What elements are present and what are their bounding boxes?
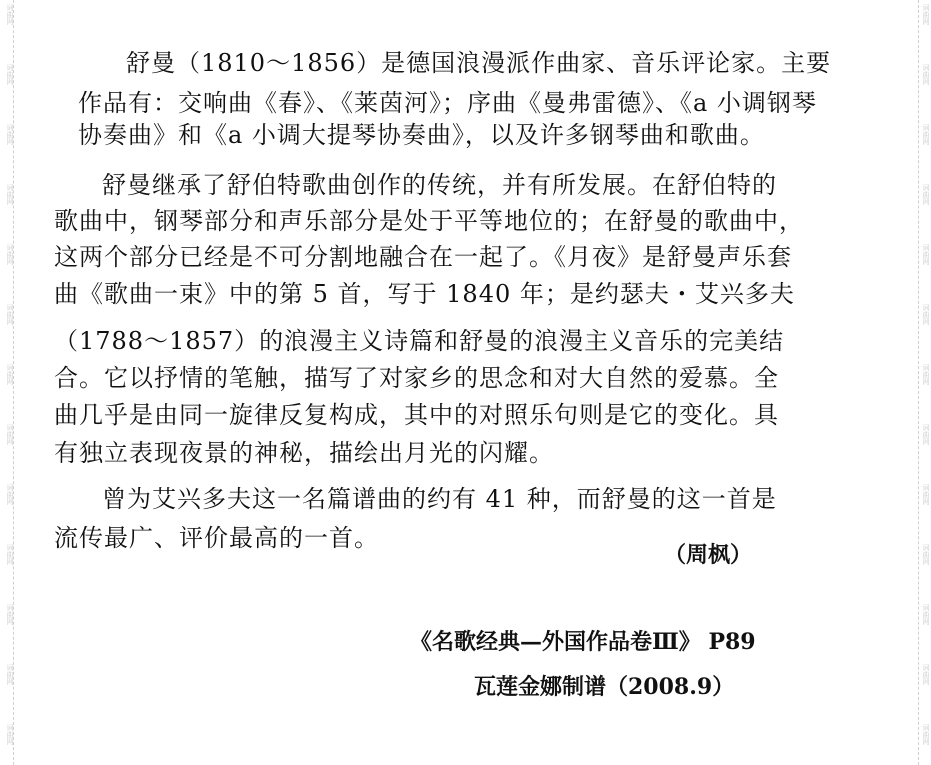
paragraph-line: 有独立表现夜景的神秘，描绘出月光的闪耀。 [54, 439, 554, 467]
watermark-text: 词曲网 [922, 64, 930, 85]
watermark-text: 词曲网 [6, 364, 14, 385]
watermark-text: 词曲网 [6, 64, 14, 85]
watermark-text: 词曲网 [922, 364, 930, 385]
watermark-text: 词曲网 [922, 544, 930, 565]
paragraph-line: 舒曼（1810～1856）是德国浪漫派作曲家、音乐评论家。主要 [126, 49, 832, 77]
paragraph-line: 流传最广、评价最高的一首。 [54, 524, 379, 552]
paragraph-line: 这两个部分已经是不可分割地融合在一起了。《月夜》是舒曼声乐套 [54, 243, 792, 271]
transcriber-credit: 瓦莲金娜制谱（2008.9） [474, 674, 735, 700]
watermark-text: 词曲网 [6, 664, 14, 685]
left-watermark-column [0, 0, 14, 765]
watermark-text: 词曲网 [6, 4, 14, 25]
watermark-text: 词曲网 [6, 724, 14, 745]
watermark-text: 词曲网 [6, 304, 14, 325]
watermark-text: 词曲网 [6, 184, 14, 205]
paragraph-line: 作品有：交响曲《春》、《莱茵河》；序曲《曼弗雷德》、《a 小调钢琴 [78, 89, 817, 117]
watermark-text: 词曲网 [922, 244, 930, 265]
watermark-text: 词曲网 [922, 304, 930, 325]
source-citation: 《名歌经典—外国作品卷Ⅲ》 P89 [410, 629, 756, 655]
watermark-text: 词曲网 [922, 724, 930, 745]
watermark-text: 词曲网 [922, 4, 930, 25]
watermark-text: 词曲网 [6, 484, 14, 505]
watermark-text: 词曲网 [922, 664, 930, 685]
paragraph-line: 曲《歌曲一束》中的第 5 首，写于 1840 年；是约瑟夫・艾兴多夫 [54, 280, 795, 308]
watermark-text: 词曲网 [6, 544, 14, 565]
watermark-text: 词曲网 [922, 484, 930, 505]
paragraph-line: 合。它以抒情的笔触，描写了对家乡的思念和对大自然的爱慕。全 [54, 364, 779, 392]
watermark-text: 词曲网 [6, 424, 14, 445]
watermark-text: 词曲网 [6, 604, 14, 625]
watermark-text: 词曲网 [922, 604, 930, 625]
paragraph-line: （1788～1857）的浪漫主义诗篇和舒曼的浪漫主义音乐的完美结 [54, 327, 785, 355]
paragraph-line: 曾为艾兴多夫这一名篇谱曲的约有 41 种，而舒曼的这一首是 [102, 485, 777, 513]
paragraph-line: 舒曼继承了舒伯特歌曲创作的传统，并有所发展。在舒伯特的 [102, 171, 777, 199]
author-credit: （周枫） [664, 542, 753, 568]
watermark-text: 词曲网 [6, 124, 14, 145]
right-watermark-column [916, 0, 930, 765]
watermark-text: 词曲网 [6, 244, 14, 265]
watermark-text: 词曲网 [922, 124, 930, 145]
watermark-text: 词曲网 [922, 184, 930, 205]
paragraph-line: 歌曲中，钢琴部分和声乐部分是处于平等地位的；在舒曼的歌曲中， [54, 207, 804, 235]
paragraph-line: 曲几乎是由同一旋律反复构成，其中的对照乐句则是它的变化。具 [54, 401, 779, 429]
paragraph-line: 协奏曲》和《a 小调大提琴协奏曲》，以及许多钢琴曲和歌曲。 [78, 121, 765, 149]
watermark-text: 词曲网 [922, 424, 930, 445]
